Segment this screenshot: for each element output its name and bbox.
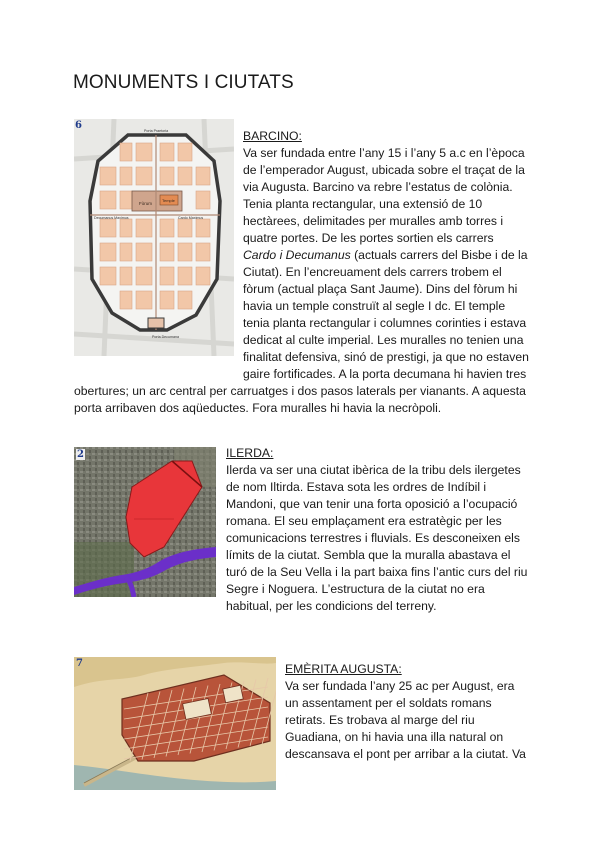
city-block [178, 143, 192, 161]
text-line: Segre i Noguera. L’estructura de la ciutat no era [226, 582, 485, 596]
barcino-paragraph-continued [74, 383, 526, 417]
city-block [100, 191, 116, 209]
text-line: habitual, per les condicions del terreny. [226, 599, 437, 613]
text-line: Tenia planta rectangular, una extensió de 10 [243, 197, 483, 211]
text-line: descansava el pont per arribar a la ciutat. Va [285, 747, 526, 761]
text-line: via Augusta. Barcino va rebre l’estatus de colònia. [243, 180, 513, 194]
city-block [178, 243, 192, 261]
city-block [178, 167, 192, 185]
city-block [120, 167, 132, 185]
forum-label: Fòrum [139, 201, 153, 206]
barcino-map [74, 119, 234, 356]
city-block [120, 191, 132, 209]
emerita-paragraph [285, 678, 526, 763]
text-line: Guadiana, on hi havia una illa natural on [285, 730, 504, 744]
city-block [160, 167, 174, 185]
city-block [196, 267, 210, 285]
section-heading-emerita: EMÈRITA AUGUSTA: [285, 662, 402, 676]
text-line: gaire fortificades. A la porta decumana hi havien tres [243, 367, 527, 381]
city-block [136, 267, 152, 285]
text-line: Va ser fundada entre l’any 15 i l’any 5 a.c en l’època [243, 146, 525, 160]
ilerda-paragraph [226, 462, 527, 615]
city-block [178, 291, 192, 309]
city-block [136, 219, 152, 237]
text-line: romana. El seu emplaçament era estratègic per les [226, 514, 502, 528]
city-block [160, 219, 174, 237]
city-block [160, 291, 174, 309]
city-block [120, 267, 132, 285]
text-line [243, 247, 529, 264]
text-line: Mandoni, que van tenir una forta oposició a l’ocupació [226, 497, 518, 511]
text-line: havia un temple construït al segle I dc. El temple [243, 299, 506, 313]
text-line-rest: (actuals carrers del Bisbe i de la [350, 248, 528, 262]
barcino-map-figure [74, 119, 234, 356]
text-line: Va ser fundada l’any 25 ac per August, era [285, 679, 515, 693]
text-line: Ciutat). En l’encreuament dels carrers trobem el [243, 265, 502, 279]
text-line: quatre portes. De les portes sortien els carrers [243, 231, 494, 245]
emerita-augusta-illustration [74, 657, 276, 790]
section-heading-ilerda: ILERDA: [226, 446, 274, 460]
city-block [178, 219, 192, 237]
barcino-paragraph [243, 145, 529, 383]
text-line: hectàrees, delimitades per muralles amb torres i [243, 214, 504, 228]
text-line: porta arribaven dos aqüeductes. Fora muralles hi havia la necròpoli. [74, 401, 442, 415]
text-line: turó de la Seu Vella i la part baixa fins l’antic curs del riu [226, 565, 528, 579]
city-block [178, 267, 192, 285]
city-block [196, 167, 210, 185]
emerita-illustration-figure [74, 657, 276, 790]
temple-label: Temple [162, 198, 175, 203]
city-block [100, 167, 116, 185]
city-block [160, 243, 174, 261]
section-heading-barcino: BARCINO: [243, 129, 302, 143]
text-line: obertures; un arc central per carruatges i dos pasos laterals per vianants. A aquesta [74, 384, 526, 398]
text-line: Ilerda va ser una ciutat ibèrica de la tribu dels ilergetes [226, 463, 521, 477]
figure-number: 6 [75, 120, 82, 131]
city-block [160, 143, 174, 161]
text-line: un assentament per el soldats romans [285, 696, 492, 710]
italic-street-names: Cardo i Decumanus [243, 248, 351, 262]
city-block [100, 267, 116, 285]
ilerda-map-figure [74, 447, 216, 597]
city-block [196, 219, 210, 237]
text-line: fòrum (actual plaça Sant Jaume). Dins del fòrum hi [243, 282, 518, 296]
porta-decumana-label: Porta Decumana [152, 335, 179, 339]
text-line: de l’emperador August, ubicada sobre el traçat de la [243, 163, 525, 177]
city-block [196, 243, 210, 261]
city-block [120, 143, 132, 161]
text-line: comunicacions terrestres i fluvials. Es desconeixen els [226, 531, 520, 545]
city-block [136, 291, 152, 309]
figure-number: 2 [77, 449, 84, 460]
city-block [136, 167, 152, 185]
decumanus-label: Decumanus Maximus [94, 216, 129, 220]
city-block [120, 243, 132, 261]
city-block [120, 291, 132, 309]
cardo-label: Cardo Maximus [178, 216, 204, 220]
city-block [196, 191, 210, 209]
city-block [136, 143, 152, 161]
city-block [100, 243, 116, 261]
text-line: dedicat al culte imperial. Les muralles no tenien una [243, 333, 524, 347]
city-block [120, 219, 132, 237]
text-line: límits de la ciutat. Sembla que la muralla abastava el [226, 548, 511, 562]
text-line: retirats. Es trobava al marge del riu [285, 713, 475, 727]
ilerda-aerial-map [74, 447, 216, 597]
text-line: de nom Iltirda. Estava sota les ordres de Indíbil i [226, 480, 487, 494]
text-line: tenia planta rectangular i columnes corinties i estava [243, 316, 527, 330]
figure-number: 7 [76, 658, 83, 669]
city-block [160, 267, 174, 285]
porta-praetoria-label: Porta Praetoria [144, 129, 169, 133]
city-block [100, 219, 116, 237]
city-block [136, 243, 152, 261]
text-line: finalitat defensiva, sinó de prestigi, ja que no estaven [243, 350, 529, 364]
page-title: MONUMENTS I CIUTATS [73, 72, 294, 93]
